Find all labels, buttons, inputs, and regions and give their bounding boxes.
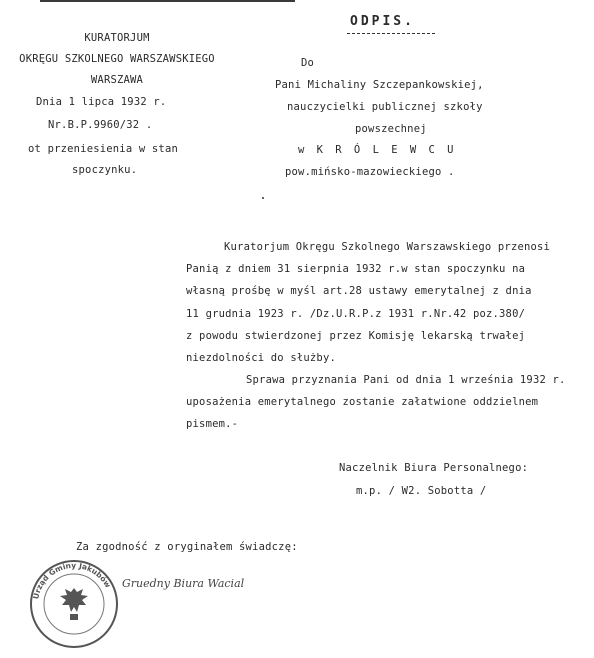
signatory-name: m.p. / W2. Sobotta /: [356, 485, 487, 497]
body-p2-line-1: Sprawa przyznania Pani od dnia 1 września 1932 r.: [246, 374, 566, 386]
recipient-line-2: nauczycielki publicznej szkoły: [287, 101, 483, 113]
sender-line-1: KURATORJUM: [84, 32, 150, 44]
body-p1-line-4: 11 grudnia 1923 r. /Dz.U.R.P.z 1931 r.Nr.42 poz.380/: [186, 308, 526, 320]
sender-line-3: WARSZAWA: [90, 74, 144, 86]
top-rule: [40, 0, 295, 2]
recipient-line-5: pow.mińsko-mazowieckiego .: [285, 166, 455, 178]
handwritten-annotation: Gruedny Biura Wacial: [122, 577, 245, 590]
sender-reference: Nr.B.P.9960/32 .: [48, 119, 153, 131]
recipient-line-1: Pani Michaliny Szczepankowskiej,: [275, 79, 484, 91]
stamp-text: Urząd Gminy Jakubów: [31, 560, 113, 600]
body-p2-line-2: uposażenia emerytalnego zostanie załatwione oddzielnem: [186, 396, 539, 408]
signatory-title: Naczelnik Biura Personalnego:: [339, 462, 529, 474]
certification-text: Za zgodność z oryginałem świadczę:: [76, 541, 298, 553]
body-p2-line-3: pismem.-: [186, 418, 239, 430]
sender-date: Dnia 1 lipca 1932 r.: [36, 96, 167, 108]
body-p1-line-6: niezdolności do służby.: [186, 352, 336, 364]
paper-speck: [262, 197, 264, 199]
heading-underline: [347, 33, 435, 34]
body-p1-line-1: Kuratorjum Okręgu Szkolnego Warszawskiego przenosi: [224, 241, 551, 253]
body-p1-line-5: z powodu stwierdzonej przez Komisję lekarską trwałej: [186, 330, 526, 342]
sender-subject-1: ot przeniesienia w stan: [28, 143, 178, 155]
body-p1-line-3: własną prośbę w myśl art.28 ustawy emerytalnej z dnia: [186, 285, 532, 297]
eagle-emblem-icon: [60, 588, 88, 620]
sender-subject-2: spoczynku.: [72, 164, 138, 176]
recipient-to: Do: [301, 57, 315, 69]
official-stamp: [28, 558, 120, 650]
document-heading: ODPIS.: [350, 14, 415, 29]
recipient-line-4: w K R Ó L E W C U: [298, 144, 457, 156]
body-p1-line-2: Panią z dniem 31 sierpnia 1932 r.w stan spoczynku na: [186, 263, 526, 275]
recipient-line-3: powszechnej: [355, 123, 427, 135]
sender-line-2: OKRĘGU SZKOLNEGO WARSZAWSKIEGO: [19, 53, 215, 65]
